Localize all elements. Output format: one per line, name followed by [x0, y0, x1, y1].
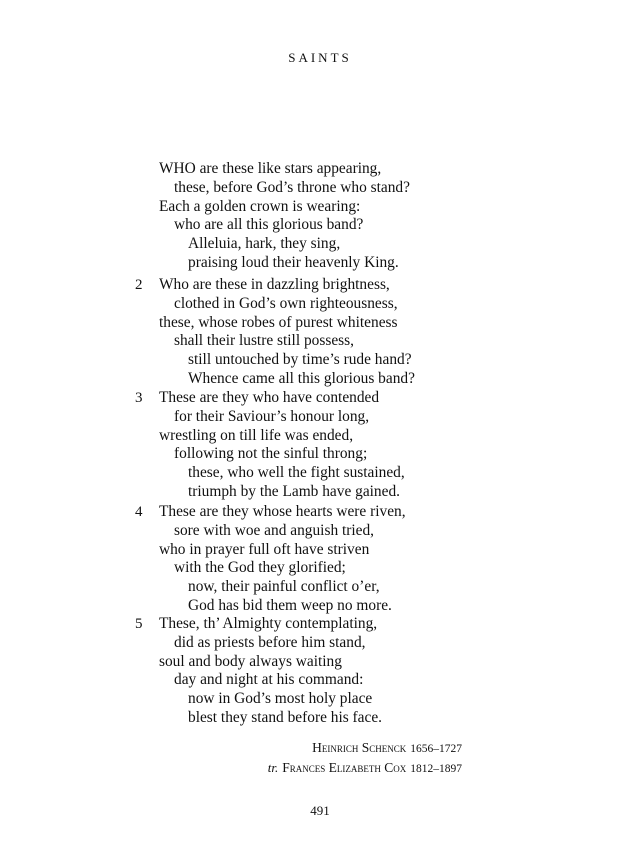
section-header: SAINTS — [288, 50, 352, 65]
verse-1 — [135, 160, 575, 273]
verse-number: 2 — [135, 277, 143, 293]
verse-line: with the God they glorified; — [174, 559, 346, 577]
verse-line: praising loud their heavenly King. — [188, 253, 399, 271]
translator-prefix: tr. — [267, 760, 279, 775]
verse-line: now in God’s most holy place — [188, 690, 373, 708]
verse-line: Each a golden crown is wearing: — [159, 197, 361, 215]
verse-line: now, their painful conflict o’er, — [188, 578, 380, 596]
verse-line: shall their lustre still possess, — [174, 332, 354, 350]
verse-line: These, th’ Almighty contemplating, — [159, 615, 378, 632]
author-dates: 1656–1727 — [410, 743, 462, 755]
verse-line: These are they who have contended — [159, 389, 380, 406]
verse-2 — [135, 276, 575, 389]
translator-dates: 1812–1897 — [410, 763, 462, 775]
author-name: Heinrich Schenck — [312, 740, 407, 755]
verse-number: 3 — [135, 390, 143, 406]
verse-3 — [135, 389, 575, 502]
verse-line: who are all this glorious band? — [174, 216, 364, 234]
verse-line: Who are these in dazzling brightness, — [159, 276, 390, 293]
verse-line: wrestling on till life was ended, — [159, 426, 354, 444]
author-credit — [268, 738, 462, 758]
verse-line: these, whose robes of purest whiteness — [159, 313, 398, 331]
page-number: 491 — [310, 803, 330, 818]
verse-line: did as priests before him stand, — [174, 633, 366, 651]
verse-number: 5 — [135, 616, 143, 632]
verse-number: 4 — [135, 504, 143, 520]
verse-line: soul and body always waiting — [159, 652, 342, 670]
verse-line: triumph by the Lamb have gained. — [188, 482, 400, 500]
verse-line: These are they whose hearts were riven, — [159, 503, 406, 520]
verse-line: WHO are these like stars appearing, — [159, 160, 382, 177]
verse-line: these, before God’s throne who stand? — [174, 178, 410, 196]
verse-line: God has bid them weep no more. — [188, 596, 392, 614]
translator-credit — [268, 758, 462, 778]
verse-line: following not the sinful throng; — [174, 445, 368, 463]
verse-line: still untouched by time’s rude hand? — [188, 351, 412, 369]
verse-5 — [135, 615, 575, 728]
verse-line: for their Saviour’s honour long, — [174, 407, 370, 425]
verse-line: day and night at his command: — [174, 671, 364, 689]
verse-line: Alleluia, hark, they sing, — [188, 235, 341, 253]
verse-line: who in prayer full oft have striven — [159, 540, 370, 558]
verse-line: these, who well the fight sustained, — [188, 464, 405, 482]
verse-line: clothed in God’s own righteousness, — [174, 294, 398, 312]
verse-line: blest they stand before his face. — [188, 708, 383, 726]
verse-line: Whence came all this glorious band? — [188, 369, 415, 387]
translator-name: Frances Elizabeth Cox — [282, 760, 407, 775]
attribution — [268, 738, 462, 778]
verse-line: sore with woe and anguish tried, — [174, 521, 375, 539]
verse-4 — [135, 503, 575, 616]
